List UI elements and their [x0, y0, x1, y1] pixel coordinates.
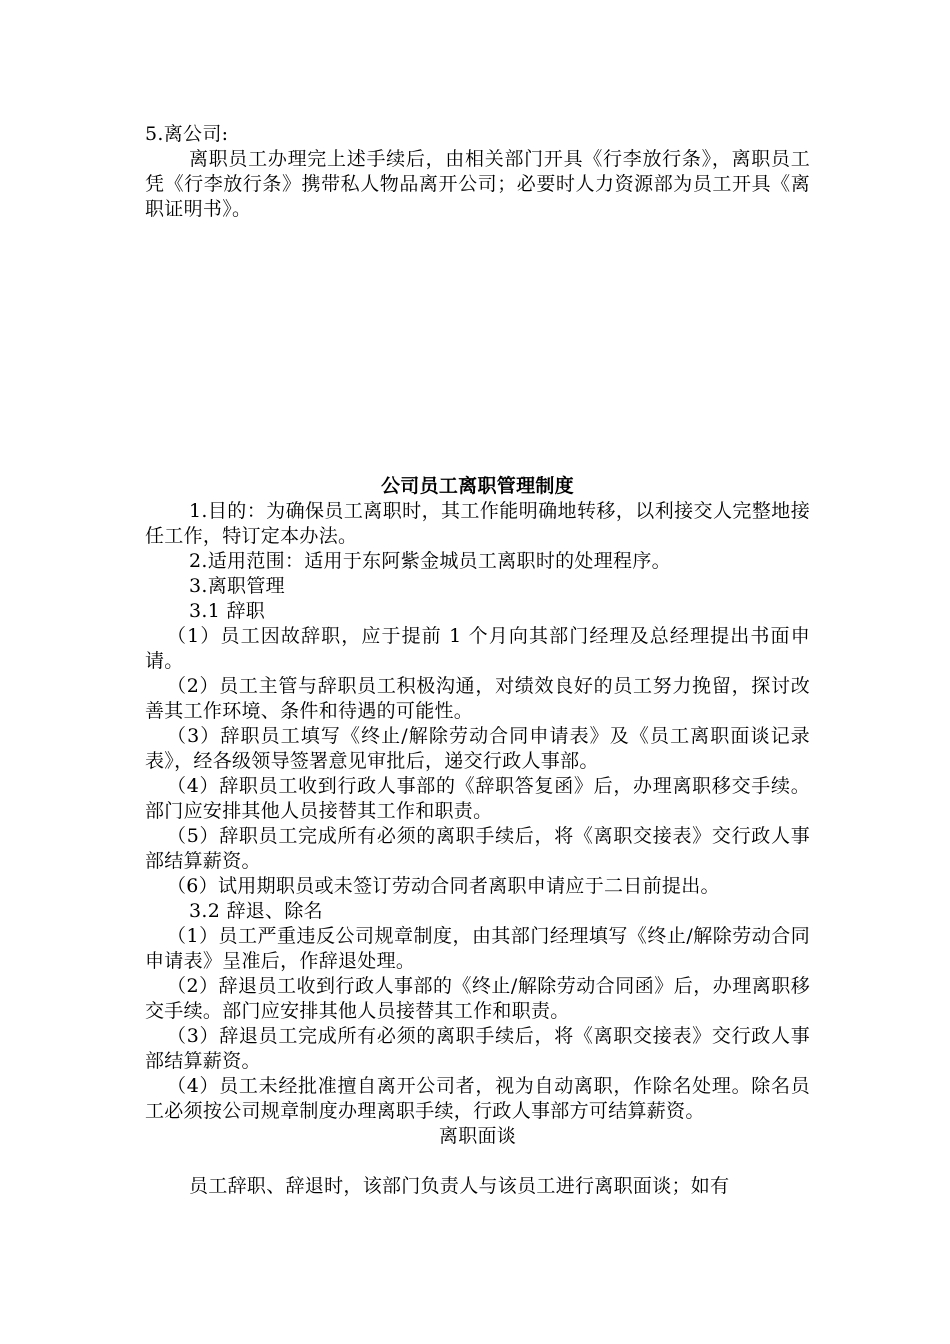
resignation-item: （6）试用期职员或未签订劳动合同者离职申请应于二日前提出。	[167, 875, 720, 897]
resignation-heading: 3.1 辞职	[189, 600, 266, 622]
interview-heading: 离职面谈	[438, 1125, 517, 1147]
resignation-item: （5）辞职员工完成所有必须的离职手续后，将《离职交接表》交行政人事部结算薪资。	[145, 825, 810, 872]
dismissal-item: （4）员工未经批准擅自离开公司者，视为自动离职，作除名处理。除名员工必须按公司规章制度办理离职手续，行政人事部方可结算薪资。	[145, 1075, 810, 1122]
dismissal-item: （3）辞退员工完成所有必须的离职手续后，将《离职交接表》交行政人事部结算薪资。	[145, 1025, 810, 1072]
section-5-block	[145, 122, 810, 222]
management-heading: 3.离职管理	[189, 575, 285, 597]
resignation-item: （3）辞职员工填写《终止/解除劳动合同申请表》及《员工离职面谈记录表》，经各级领导签署意见审批后，递交行政人事部。	[145, 725, 810, 772]
resignation-item: （1）员工因故辞职，应于提前 1 个月向其部门经理及总经理提出书面申请。	[145, 625, 810, 672]
resignation-item: （2）员工主管与辞职员工积极沟通，对绩效良好的员工努力挽留，探讨改善其工作环境、条件和待遇的可能性。	[145, 675, 810, 722]
paragraph-spacer	[145, 1149, 810, 1174]
interview-paragraph: 员工辞职、辞退时，该部门负责人与该员工进行离职面谈；如有	[189, 1175, 730, 1197]
resignation-item: （4）辞职员工收到行政人事部的《辞职答复函》后，办理离职移交手续。部门应安排其他人员接替其工作和职责。	[145, 775, 810, 822]
scope-paragraph: 2.适用范围：适用于东阿紫金城员工离职时的处理程序。	[189, 550, 671, 572]
policy-block	[145, 473, 810, 1199]
section-5-body: 离职员工办理完上述手续后，由相关部门开具《行李放行条》，离职员工凭《行李放行条》携带私人物品离开公司；必要时人力资源部为员工开具《离职证明书》。	[145, 148, 810, 220]
dismissal-item: （2）辞退员工收到行政人事部的《终止/解除劳动合同函》后，办理离职移交手续。部门应安排其他人员接替其工作和职责。	[145, 975, 810, 1022]
document-title: 公司员工离职管理制度	[380, 475, 574, 497]
purpose-paragraph: 1.目的：为确保员工离职时，其工作能明确地转移，以利接交人完整地接任工作，特订定本办法。	[145, 500, 810, 547]
dismissal-item: （1）员工严重违反公司规章制度，由其部门经理填写《终止/解除劳动合同申请表》呈准后，作辞退处理。	[145, 925, 810, 972]
dismissal-heading: 3.2 辞退、除名	[189, 900, 323, 922]
section-5-heading: 5.离公司:	[145, 123, 229, 145]
